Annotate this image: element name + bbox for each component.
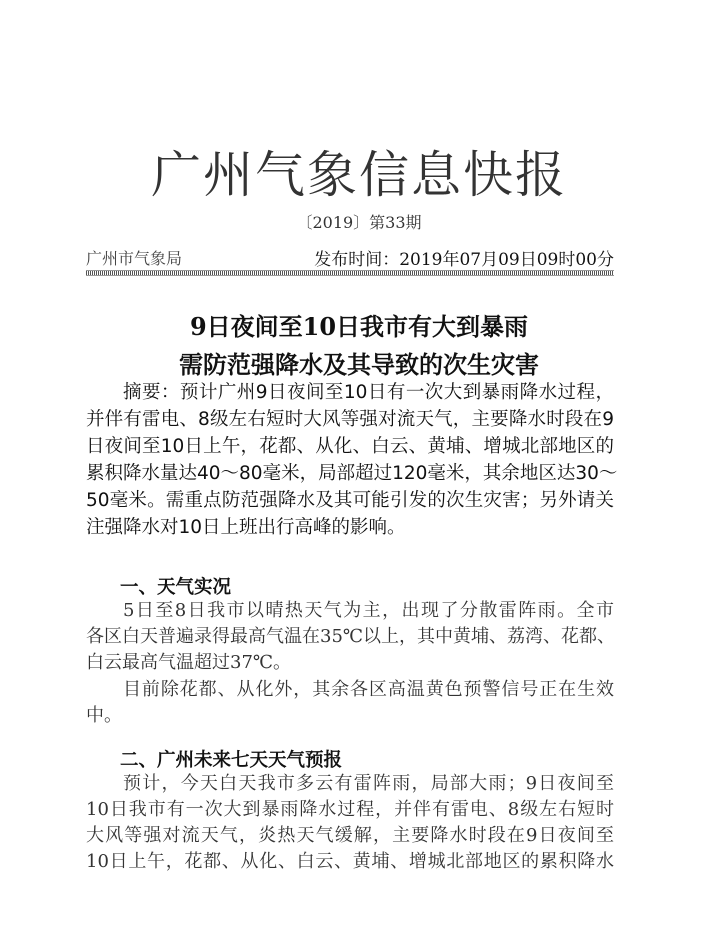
section-1-line: 各区白天普遍录得最高气温在35℃以上，其中黄埔、荔湾、花都、 [86,626,616,647]
bulletin-title: 广州气象信息快报 [151,146,567,204]
section-1-heading: 一、天气实况 [120,577,232,598]
abstract-line: 并伴有雷电、8级左右短时大风等强对流天气，主要降水时段在9 [86,409,614,430]
section-1-line: 目前除花都、从化外，其余各区高温黄色预警信号正在生效 [123,679,614,700]
section-1-line: 5日至8日我市以晴热天气为主，出现了分散雷阵雨。全市 [123,600,614,621]
section-1-line: 中。 [86,705,122,726]
issue-number: 〔2019〕第33期 [296,213,422,232]
abstract-line: 摘要：预计广州9日夜间至10日有一次大到暴雨降水过程， [123,382,614,403]
abstract-line: 50毫米。需重点防范强降水及其可能引发的次生灾害；另外请关 [86,490,614,511]
issuer: 广州市气象局 [86,249,183,268]
section-2-line: 大风等强对流天气，炎热天气缓解，主要降水时段在9日夜间至 [86,825,614,846]
section-2-heading: 二、广州未来七天天气预报 [120,750,343,771]
headline-line-1: 9日夜间至10日我市有大到暴雨 [189,312,529,341]
abstract-line: 累积降水量达40～80毫米，局部超过120毫米，其余地区达30～ [86,463,618,484]
section-1-line: 白云最高气温超过37℃。 [86,652,292,673]
section-2-line: 10日我市有一次大到暴雨降水过程，并伴有雷电、8级左右短时 [86,799,614,820]
section-2-line: 预计，今天白天我市多云有雷阵雨，局部大雨；9日夜间至 [123,773,614,794]
headline-line-2: 需防范强降水及其导致的次生灾害 [179,350,539,379]
abstract-line: 日夜间至10日上午，花都、从化、白云、黄埔、增城北部地区的 [86,436,614,457]
header-divider [86,270,614,276]
section-2-line: 10日上午，花都、从化、白云、黄埔、增城北部地区的累积降水 [86,851,614,872]
abstract-line: 注强降水对10日上班出行高峰的影响。 [86,517,406,538]
publish-time: 发布时间：2019年07月09日09时00分 [314,250,614,270]
